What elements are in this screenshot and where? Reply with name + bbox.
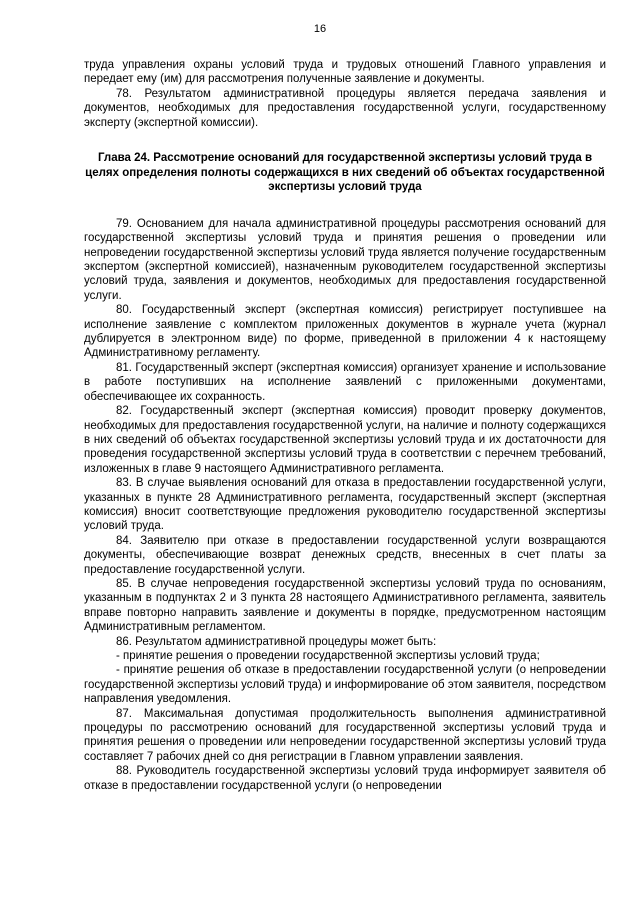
paragraph-80: 80. Государственный эксперт (экспертная комиссия) регистрирует поступившее на исполнение заявление с комплектом приложенных документов в журнале учета (журнал дублируется в электронном виде) по форме, приведенной в приложении 4 к настоящему Административному регламенту. [84, 304, 606, 360]
paragraph-82: 82. Государственный эксперт (экспертная комиссия) проводит проверку документов, необходимых для предоставления государственной услуги, на наличие и полноту содержащихся в них сведений об объектах государственной экспертизы условий труда и их достаточности для проведения государственной экспертизы условий труда в соответствии с перечнем требований, изложенных в главе 9 настоящего Административного регламента. [84, 405, 606, 475]
paragraph-78: 78. Результатом административной процедуры является передача заявления и документов, необходимых для предоставления государственной услуги, государственному эксперту (экспертной комиссии). [84, 87, 606, 129]
paragraph-83: 83. В случае выявления оснований для отказа в предоставлении государственной услуги, указанных в пункте 28 Административного регламента, государственный эксперт (экспертная комиссия) вносит соответствующие предложения руководителю государственной экспертизы условий труда. [84, 477, 606, 533]
paragraph-81: 81. Государственный эксперт (экспертная комиссия) организует хранение и использование в работе поступивших на исполнение заявлений с приложенными документами, обеспечивающее их сохранность. [84, 361, 606, 403]
document-body [84, 58, 606, 793]
list-item-decision-conduct: - принятие решения о проведении государственной экспертизы условий труда; [116, 650, 540, 662]
paragraph-84: 84. Заявителю при отказе в предоставлении государственной услуги возвращаются документы, обеспечивающие возврат денежных средств, внесенных в счет платы за предоставление государственной услуги. [84, 534, 606, 576]
paragraph-continuation: труда управления охраны условий труда и трудовых отношений Главного управления и передает ему (им) для рассмотрения полученные заявление и документы. [84, 59, 606, 86]
list-item-decision-refuse: - принятие решения об отказе в предоставлении государственной услуги (о непроведении государственной экспертизы условий труда) и информирование об этом заявителя, посредством направления уведомления. [84, 664, 606, 706]
page-number: 16 [313, 23, 327, 35]
chapter-heading: Глава 24. Рассмотрение оснований для государственной экспертизы условий труда в целях определения полноты содержащихся в них сведений об объектах государственной экспертизы условий труда [85, 152, 605, 194]
paragraph-88: 88. Руководитель государственной экспертизы условий труда информирует заявителя об отказе в предоставлении государственной услуги (о непроведении [84, 765, 606, 792]
paragraph-86: 86. Результатом административной процедуры может быть: [116, 635, 437, 648]
paragraph-87: 87. Максимальная допустимая продолжительность выполнения административной процедуры по рассмотрению оснований для государственной экспертизы условий труда и принятия решения о проведении или непроведении государственной экспертизы условий труда составляет 7 рабочих дней со дня регистрации в Главном управлении заявления. [84, 707, 606, 763]
paragraph-79: 79. Основанием для начала административной процедуры рассмотрения оснований для государственной экспертизы условий труда и принятия решения о проведении или непроведении государственной экспертизы условий труда является получение государственным экспертом (экспертной комиссией), назначенным руководителем государственной экспертизы условий труда, заявления и документов, необходимых для предоставления государственной услуги. [84, 217, 606, 302]
paragraph-85: 85. В случае непроведения государственной экспертизы условий труда по основаниям, указанным в подпунктах 2 и 3 пункта 28 настоящего Административного регламента, заявитель вправе повторно направить заявление и документы в порядке, предусмотренном настоящим Административным регламентом. [84, 577, 606, 634]
